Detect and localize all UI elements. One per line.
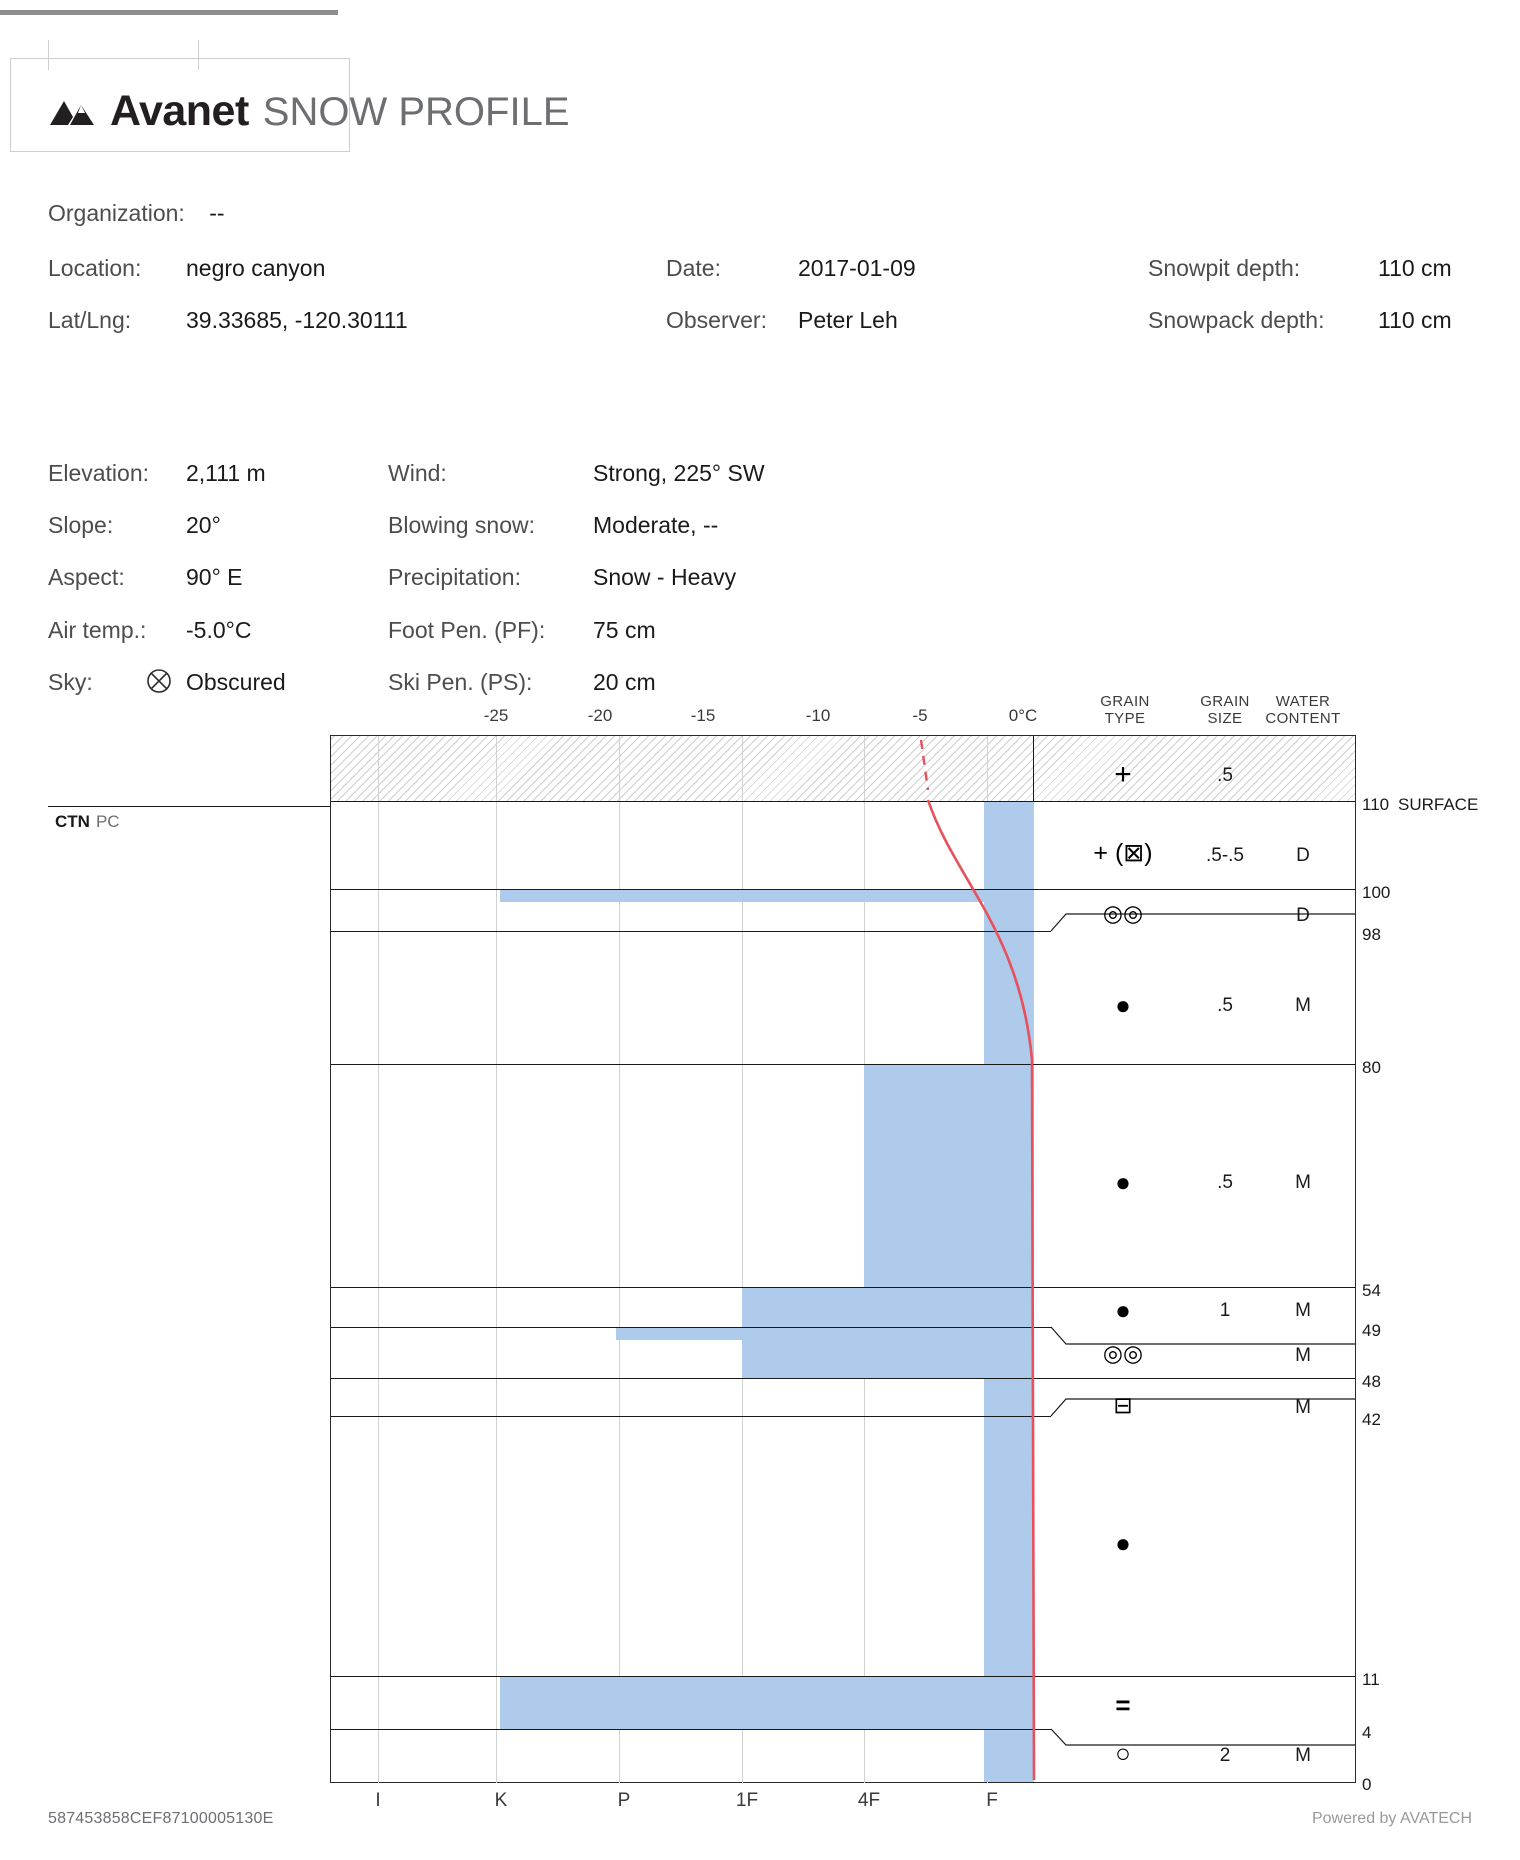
document-id: 587453858CEF87100005130E (48, 1810, 274, 1827)
ski-pen-label: Ski Pen. (PS): (388, 669, 533, 695)
foot-pen-label: Foot Pen. (PF): (388, 617, 546, 643)
hardness-bar-11-4 (500, 1677, 1034, 1730)
depth-tick-42: 42 (1362, 1410, 1381, 1429)
depth-tick-80: 80 (1362, 1058, 1381, 1077)
grain-size-layer-80-54: .5 (1217, 1172, 1233, 1193)
temp-tick--25: -25 (483, 706, 509, 725)
wind-value: Strong, 225° SW (593, 460, 765, 486)
aspect-value: 90° E (186, 564, 243, 590)
layer-boundary-4 (331, 1729, 1051, 1730)
location-label: Location: (48, 255, 142, 281)
brand-name: Avanet (110, 87, 249, 135)
ski-pen-value: 20 cm (593, 669, 656, 695)
grain-size-surface: .5 (1217, 765, 1233, 786)
date-label: Date: (666, 255, 721, 281)
column-header-water-content: WATER CONTENT (1265, 693, 1341, 727)
comment-text: PC (95, 812, 120, 831)
airtemp-label: Air temp.: (48, 617, 147, 643)
grain-type-layer-80-54: ● (1115, 1167, 1131, 1197)
layer-boundary-100 (331, 889, 1355, 890)
water-content-layer-54-49: M (1295, 1300, 1311, 1321)
observer-label: Observer: (666, 307, 767, 333)
hardness-bar-42-11 (984, 1065, 1034, 1677)
airtemp-value: -5.0°C (186, 617, 252, 643)
layer-boundary-80 (331, 1064, 1355, 1065)
layer-boundary-110 (331, 801, 1355, 802)
depth-tick-49: 49 (1362, 1321, 1381, 1340)
layer-boundary-42 (331, 1416, 1051, 1417)
grain-type-layer-11-4: = (1115, 1690, 1131, 1720)
hardness-tick-1F: 1F (735, 1790, 759, 1811)
grain-type-layer-49-48: ◎◎ (1102, 1340, 1144, 1366)
hardness-tick-K: K (494, 1790, 508, 1811)
observer-value: Peter Leh (798, 307, 898, 333)
aspect-label: Aspect: (48, 564, 125, 590)
layer-boundary-98 (331, 931, 1051, 932)
layer-boundary-11 (331, 1676, 1355, 1677)
comment-leader-line (48, 806, 331, 807)
precipitation-value: Snow - Heavy (593, 564, 737, 590)
grain-type-layer-4-0: ○ (1115, 1738, 1131, 1768)
hardness-tick-4F: 4F (857, 1790, 881, 1811)
column-header-grain-size: GRAIN SIZE (1200, 693, 1250, 727)
elevation-label: Elevation: (48, 460, 150, 486)
surface-label: SURFACE (1398, 795, 1479, 814)
latlng-value: 39.33685, -120.30111 (186, 307, 408, 333)
temp-tick--5: -5 (912, 706, 928, 725)
gridline-I (378, 736, 379, 1783)
water-content-layer-49-48: M (1295, 1345, 1311, 1366)
temp-tick--10: -10 (805, 706, 831, 725)
slope-value: 20° (186, 512, 221, 538)
sky-label: Sky: (48, 669, 93, 695)
water-content-layer-48-42: M (1295, 1397, 1311, 1418)
sky-value: Obscured (186, 669, 286, 695)
grain-type-layer-98-80: ● (1115, 990, 1131, 1020)
wind-label: Wind: (388, 460, 447, 486)
hardness-bar-top (984, 802, 1034, 1065)
water-content-layer-4-0: M (1295, 1745, 1311, 1766)
grain-size-layer-98-80: .5 (1217, 995, 1233, 1016)
depth-tick-110: 110 (1362, 795, 1390, 814)
grain-type-layer-54-49: ● (1115, 1295, 1131, 1325)
depth-tick-4: 4 (1362, 1723, 1372, 1742)
hardness-tick-F: F (986, 1790, 998, 1811)
foot-pen-value: 75 cm (593, 617, 656, 643)
water-content-layer-80-54: M (1295, 1172, 1311, 1193)
hardness-bar-49-48 (616, 1328, 1034, 1340)
depth-tick-100: 100 (1362, 883, 1391, 902)
grain-type-surface: + (1114, 758, 1132, 791)
grain-size-layer-4-0: 2 (1219, 1745, 1231, 1766)
depth-tick-11: 11 (1362, 1670, 1380, 1689)
snowpit-depth-value: 110 cm (1378, 255, 1452, 281)
grain-type-layer-110-100: + (⊠) (1093, 839, 1153, 867)
layer-boundary-49 (331, 1327, 1051, 1328)
water-content-layer-98-80: M (1295, 995, 1311, 1016)
grain-type-layer-48-42: ⊟ (1113, 1392, 1133, 1418)
date-value: 2017-01-09 (798, 255, 916, 281)
depth-tick-98: 98 (1362, 925, 1381, 944)
comment-block (55, 812, 120, 832)
grain-type-layer-42-11: ● (1115, 1528, 1131, 1558)
location-value: negro canyon (186, 255, 326, 281)
temp-tick--20: -20 (587, 706, 613, 725)
grain-size-layer-110-100: .5-.5 (1205, 845, 1245, 866)
layer-boundary-54 (331, 1287, 1355, 1288)
blowing-snow-label: Blowing snow: (388, 512, 536, 538)
precipitation-label: Precipitation: (388, 564, 521, 590)
column-header-grain-type: GRAIN TYPE (1100, 693, 1150, 727)
depth-tick-48: 48 (1362, 1372, 1381, 1391)
snowpack-depth-label: Snowpack depth: (1148, 307, 1325, 333)
slope-label: Slope: (48, 512, 114, 538)
elevation-value: 2,111 m (186, 460, 266, 486)
temp-tick-0: 0°C (1008, 706, 1038, 725)
depth-tick-54: 54 (1362, 1281, 1381, 1300)
water-content-layer-100-98: D (1296, 905, 1310, 926)
snowpack-depth-value: 110 cm (1378, 307, 1452, 333)
latlng-label: Lat/Lng: (48, 307, 132, 333)
hardness-bar-100 (500, 890, 984, 902)
powered-by-label: Powered by AVATECH (1311, 1810, 1472, 1827)
comment-code: CTN (55, 812, 90, 831)
hardness-tick-P: P (617, 1790, 631, 1811)
depth-tick-0: 0 (1362, 1775, 1372, 1794)
brand-subtitle: SNOW PROFILE (262, 90, 570, 134)
organization-label: Organization: (48, 200, 185, 226)
blowing-snow-value: Moderate, -- (593, 512, 719, 538)
gridline-K (496, 736, 497, 1783)
layer-boundary-48 (331, 1378, 1355, 1379)
hardness-tick-I: I (375, 1790, 381, 1811)
snowpit-depth-label: Snowpit depth: (1148, 255, 1301, 281)
grain-size-layer-54-49: 1 (1219, 1300, 1231, 1321)
grain-type-layer-100-98: ◎◎ (1102, 900, 1144, 926)
hardness-bar-4-0 (984, 1730, 1034, 1782)
organization-value: -- (209, 200, 225, 226)
water-content-layer-110-100: D (1296, 845, 1310, 866)
temp-tick--15: -15 (690, 706, 716, 725)
